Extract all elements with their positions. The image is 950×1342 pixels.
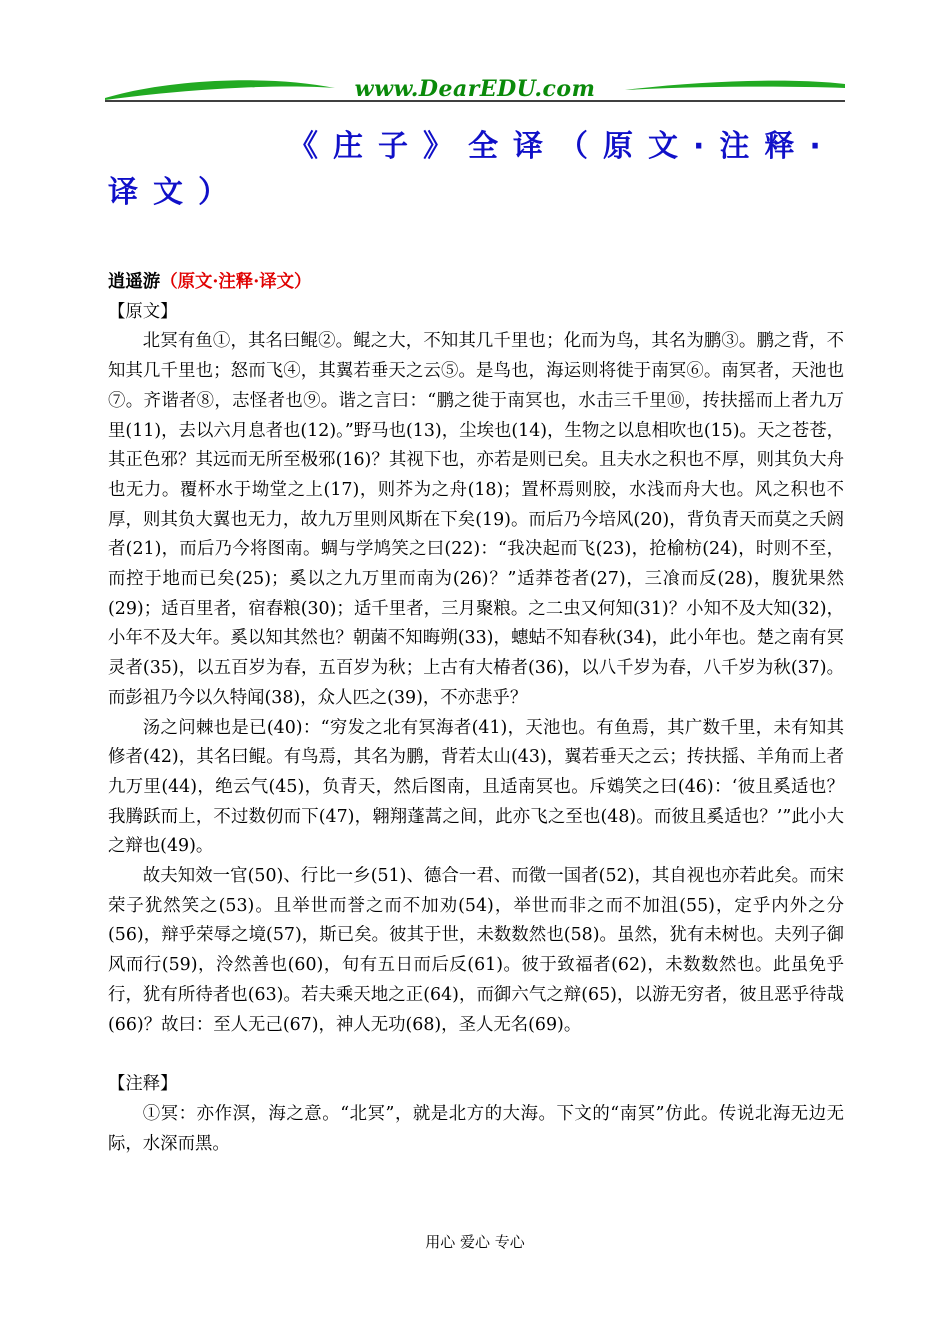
site-logo[interactable]: www.DearEDU.com	[354, 76, 596, 102]
section-subheading: （原文·注释·译文）	[160, 272, 312, 292]
section-gap	[108, 1040, 844, 1070]
section-heading-line	[108, 268, 844, 298]
document-title: 《庄子》全译（原文·注释·译文）	[108, 129, 836, 210]
site-header	[105, 72, 845, 106]
section-heading: 逍遥游	[108, 272, 161, 292]
note-item: ①冥：亦作溟，海之意。“北冥”，就是北方的大海。下文的“南冥”仿此。传说北海无边无际，水深而黑。	[108, 1103, 844, 1154]
document-body	[108, 268, 844, 1159]
page-footer: 用心 爱心 专心	[425, 1233, 525, 1251]
paragraph: 北冥有鱼①，其名曰鲲②。鲲之大，不知其几千里也；化而为鸟，其名为鹏③。鹏之背，不知其几千里也；怒而飞④，其翼若垂天之云⑤。是鸟也，海运则将徙于南冥⑥。南冥者，天池也⑦。齐谐者⑧，志怪者也⑨。谐之言曰：“鹏之徙于南冥也，水击三千里⑩，抟扶摇而上者九万里(11)，去以六月息者也(12)。”野马也(13)，尘埃也(14)，生物之以息相吹也(15)。天之苍苍，其正色邪？其远而无所至极邪(16)？其视下也，亦若是则已矣。且夫水之积也不厚，则其负大舟也无力。覆杯水于坳堂之上(17)，则芥为之舟(18)；置杯焉则胶，水浅而舟大也。风之积也不厚，则其负大翼也无力，故九万里则风斯在下矣(19)。而后乃今培风(20)，背负青天而莫之夭阏者(21)，而后乃今将图南。蜩与学鸠笑之曰(22)：“我决起而飞(23)，抢榆枋(24)，时则不至，而控于地而已矣(25)；奚以之九万里而南为(26)？”适莽苍者(27)，三飡而反(28)，腹犹果然(29)；适百里者，宿舂粮(30)；适千里者，三月聚粮。之二虫又何知(31)？小知不及大知(32)，小年不及大年。奚以知其然也？朝菌不知晦朔(33)，蟪蛄不知春秋(34)，此小年也。楚之南有冥灵者(35)，以五百岁为春，五百岁为秋；上古有大椿者(36)，以八千岁为春，八千岁为秋(37)。而彭祖乃今以久特闻(38)，众人匹之(39)，不亦悲乎？	[108, 331, 844, 708]
notes-label: 【注释】	[108, 1074, 178, 1095]
paragraph: 故夫知效一官(50)、行比一乡(51)、德合一君、而徵一国者(52)，其自视也亦若此矣。而宋荣子犹然笑之(53)。且举世而誉之而不加劝(54)，举世而非之而不加沮(55)，定乎内外之分(56)，辩乎荣辱之境(57)，斯已矣。彼其于世，未数数然也(58)。虽然，犹有未树也。夫列子御风而行(59)，泠然善也(60)，旬有五日而后反(61)。彼于致福者(62)，未数数然也。此虽免乎行，犹有所待者也(63)。若夫乘天地之正(64)，而御六气之辩(65)，以游无穷者，彼且恶乎待哉(66)？故曰：至人无己(67)，神人无功(68)，圣人无名(69)。	[108, 866, 844, 1035]
original-text-label: 【原文】	[108, 301, 178, 322]
paragraph: 汤之问棘也是已(40)：“穷发之北有冥海者(41)，天池也。有鱼焉，其广数千里，未有知其修者(42)，其名曰鲲。有鸟焉，其名为鹏，背若太山(43)，翼若垂天之云；抟扶摇、羊角而上者九万里(44)，绝云气(45)，负青天，然后图南，且适南冥也。斥鴳笑之曰(46)：‘彼且奚适也？我腾跃而上，不过数仞而下(47)，翱翔蓬蒿之间，此亦飞之至也(48)。而彼且奚适也？’”此小大之辩也(49)。	[108, 717, 844, 857]
